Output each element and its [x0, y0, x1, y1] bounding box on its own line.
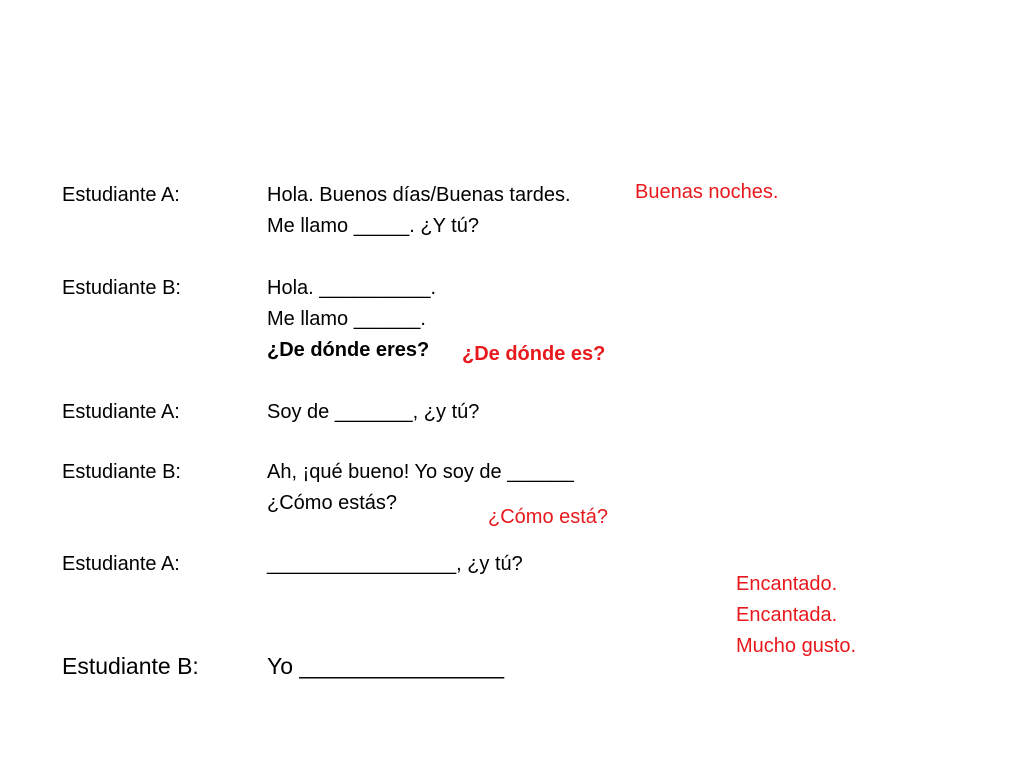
annotation-mucho-gusto: Mucho gusto.: [736, 635, 857, 657]
dialogue-line: _________________, ¿y tú?: [267, 553, 523, 575]
annotation-como-esta: ¿Cómo está?: [488, 506, 609, 528]
dialogue-line: Me llamo _____. ¿Y tú?: [267, 215, 479, 237]
dialogue-line: ¿Cómo estás?: [267, 492, 398, 514]
dialogue-line: Hola. __________.: [267, 277, 437, 299]
dialogue-line: Me llamo ______.: [267, 308, 426, 330]
annotation-de-donde-es: ¿De dónde es?: [462, 343, 606, 365]
annotation-buenas-noches: Buenas noches.: [635, 181, 779, 203]
dialogue-line-question: ¿De dónde eres?: [267, 339, 430, 361]
dialogue-line: Ah, ¡qué bueno! Yo soy de ______: [267, 461, 574, 483]
annotation-encantado: Encantado.: [736, 573, 838, 595]
dialogue-line: Yo ________________: [267, 653, 505, 679]
annotation-encantada: Encantada.: [736, 604, 838, 626]
speaker-label: Estudiante B:: [62, 653, 199, 679]
dialogue-line: Hola. Buenos días/Buenas tardes.: [267, 184, 571, 206]
speaker-label: Estudiante B:: [62, 461, 181, 483]
speaker-label: Estudiante A:: [62, 553, 180, 575]
dialogue-line: Soy de _______, ¿y tú?: [267, 401, 480, 423]
speaker-label: Estudiante A:: [62, 184, 180, 206]
speaker-label: Estudiante A:: [62, 401, 180, 423]
speaker-label: Estudiante B:: [62, 277, 181, 299]
